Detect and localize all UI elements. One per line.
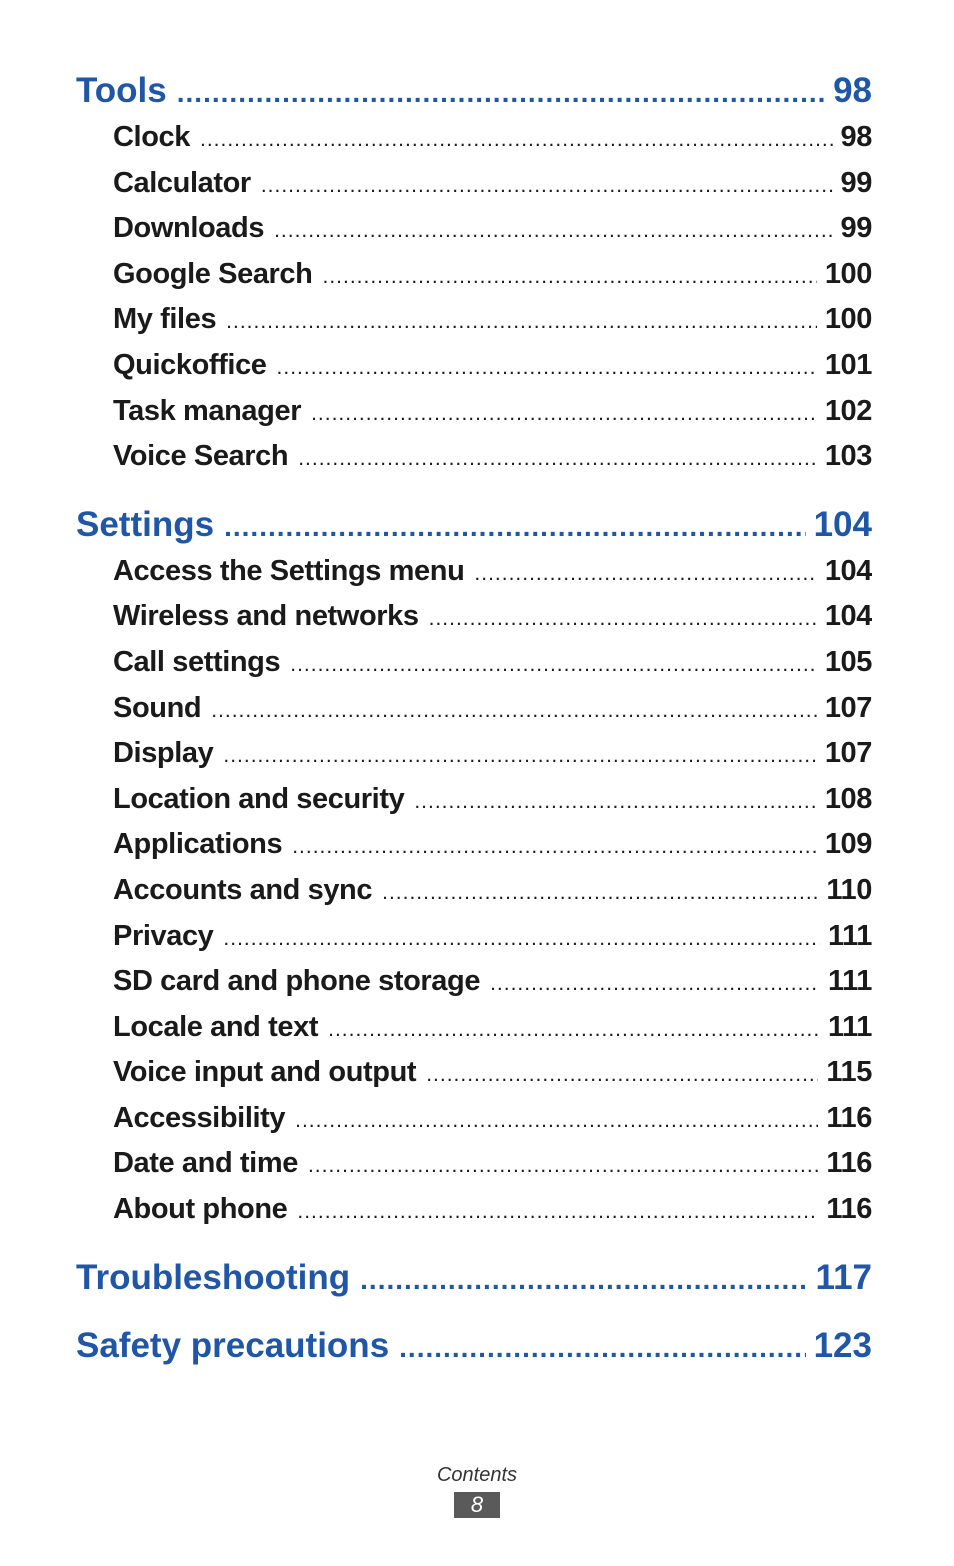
toc-entry-label: Task manager [113,394,302,427]
toc-entry-label: Access the Settings menu [113,554,465,587]
toc-entry-page: 108 [824,782,872,815]
toc-entry[interactable] [76,777,872,823]
toc-entry[interactable] [76,343,872,389]
dot-leader [298,436,817,480]
toc-entry-label: Accessibility [113,1101,286,1134]
toc-entry-label: Voice input and output [113,1056,417,1089]
toc-entry[interactable] [76,959,872,1005]
dot-leader [474,551,816,595]
toc-heading[interactable] [76,1323,872,1369]
dot-leader [429,596,817,640]
toc-entry-page: 98 [840,121,872,153]
toc-entry-page: 104 [824,554,872,587]
toc-entry[interactable] [76,914,872,960]
dot-leader [297,1189,818,1233]
toc-entry-label: Date and time [113,1147,298,1180]
toc-entry[interactable] [76,686,872,732]
dot-leader [414,779,816,823]
dot-leader [177,70,825,114]
toc-entry[interactable] [76,868,872,914]
toc-entry-label: Google Search [113,257,313,290]
toc-entry-page: 111 [828,965,872,998]
toc-entry-label: Privacy [113,919,214,952]
page-footer [0,1462,954,1518]
toc-entry-page: 116 [826,1147,872,1180]
toc-entry-page: 109 [824,828,872,861]
dot-leader [224,504,806,548]
toc-section-settings [76,502,872,1233]
toc-entry[interactable] [76,1096,872,1142]
toc-entry[interactable] [76,1050,872,1096]
toc-entry[interactable] [76,206,872,252]
dot-leader [311,391,817,435]
dot-leader [277,345,817,389]
toc-entry-page: 99 [840,166,872,199]
toc-entry[interactable] [76,1187,872,1233]
toc-entry-page: 104 [824,600,872,633]
dot-leader [322,254,816,298]
dot-leader [261,163,833,207]
toc-entry-label: About phone [113,1193,288,1226]
toc-entry-page: 107 [824,691,872,724]
toc-entry[interactable] [76,1141,872,1187]
toc-entry-page: 116 [826,1193,872,1226]
toc-entry-page: 100 [824,303,872,336]
toc-heading-page: 98 [833,71,872,110]
dot-leader [200,117,833,161]
dot-leader [382,870,818,914]
toc-entry-page: 111 [828,919,872,952]
dot-leader [295,1098,818,1142]
toc-section-safety-precautions [76,1323,872,1369]
toc-entry-page: 101 [824,348,872,381]
toc-entry-page: 116 [826,1101,872,1134]
toc-entry[interactable] [76,549,872,595]
toc-entry-page: 99 [840,212,872,245]
toc-entry-page: 105 [824,645,872,678]
toc-entry-label: Clock [113,121,190,153]
toc-entry-label: Downloads [113,212,265,245]
toc-entry[interactable] [76,252,872,298]
toc-heading[interactable] [76,1255,872,1301]
dot-leader [274,208,832,252]
toc-entry-label: SD card and phone storage [113,965,481,998]
dot-leader [328,1007,820,1051]
dot-leader [490,961,820,1005]
toc-entry[interactable] [76,389,872,435]
toc-heading-title: Safety precautions [76,1325,390,1365]
toc-heading-title: Settings [76,504,215,544]
toc-entry-label: Calculator [113,166,251,199]
toc-entry[interactable] [76,297,872,343]
toc-entry-label: Display [113,737,214,770]
toc-entry-label: Voice Search [113,440,289,473]
toc-entry[interactable] [76,731,872,777]
toc-heading-page: 117 [815,1257,872,1297]
toc-entry-list [76,115,872,480]
toc-heading-title: Troubleshooting [76,1257,351,1297]
toc-entry[interactable] [76,115,872,161]
dot-leader [223,733,816,777]
toc-entry-label: Sound [113,691,202,724]
toc-entry-label: Locale and text [113,1010,319,1043]
toc-entry-label: My files [113,303,217,336]
footer-label: Contents [436,1464,518,1486]
page-number: 8 [454,1492,500,1518]
toc-entry[interactable] [76,640,872,686]
dot-leader [360,1257,807,1301]
toc-entry[interactable] [76,161,872,207]
toc-heading[interactable] [76,502,872,548]
toc-entry-label: Applications [113,828,283,861]
toc-entry-list [76,549,872,1233]
toc-entry-label: Wireless and networks [113,600,419,633]
toc-entry-page: 107 [824,737,872,770]
toc-entry-label: Call settings [113,645,281,678]
toc-entry-label: Quickoffice [113,348,267,381]
toc-entry-label: Location and security [113,782,405,815]
dot-leader [399,1325,805,1369]
toc-section-tools [76,68,872,480]
toc-entry-label: Accounts and sync [113,873,373,906]
toc-heading-page: 123 [813,1325,872,1365]
dot-leader [211,688,817,732]
dot-leader [308,1143,818,1187]
toc-entry-page: 111 [828,1010,872,1043]
dot-leader [426,1052,818,1096]
toc-heading-title: Tools [76,71,167,110]
dot-leader [226,299,817,343]
toc-entry-page: 100 [824,257,872,290]
toc-entry-page: 103 [824,440,872,473]
toc-entry[interactable] [76,434,872,480]
toc-heading-page: 104 [813,504,872,544]
dot-leader [223,916,820,960]
toc-entry-page: 115 [826,1056,872,1089]
toc-entry-page: 110 [826,873,872,906]
toc-entry-page: 102 [824,394,872,427]
toc-section-troubleshooting [76,1255,872,1301]
dot-leader [292,824,817,868]
dot-leader [290,642,817,686]
toc-heading[interactable] [76,68,872,114]
toc-entry[interactable] [76,594,872,640]
toc-entry[interactable] [76,822,872,868]
toc-entry[interactable] [76,1005,872,1051]
table-of-contents [76,68,872,1369]
